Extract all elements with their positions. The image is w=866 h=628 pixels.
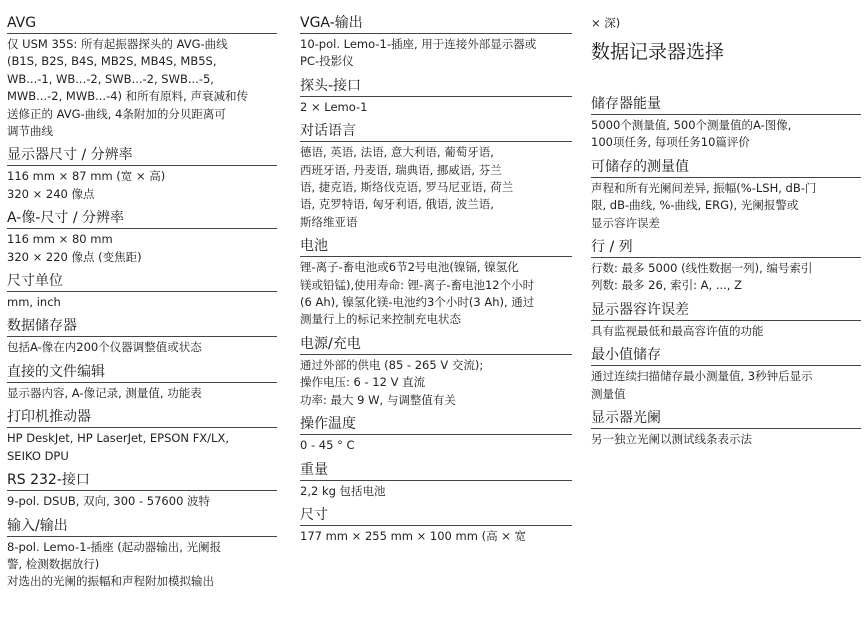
section-body: 9-pol. DSUB, 双向, 300 - 57600 波特 [7, 494, 211, 509]
section-heading: 电源/充电 [300, 335, 572, 355]
section-probe-interface [300, 77, 572, 116]
section-body: 德语, 英语, 法语, 意大利语, 葡萄牙语, 西班牙语, 丹麦语, 瑞典语, 挪威语, 芬兰 语, 捷克语, 斯络伐克语, 罗马尼亚语, 荷兰 语, 克罗特语, 匈牙利语, 俄语, 波兰语, 斯络维亚语 [300, 145, 514, 229]
section-io [7, 517, 277, 591]
section-heading: A-像-尺寸 / 分辨率 [7, 209, 277, 229]
section-heading: 对话语言 [300, 122, 572, 142]
section-heading: RS 232-接口 [7, 471, 277, 491]
section-body: 5000个测量值, 500个测量值的A-图像, 100项任务, 每项任务10篇评价 [591, 118, 792, 150]
section-memory-capacity [591, 95, 861, 152]
section-body: 8-pol. Lemo-1-插座 (起动器输出, 光阑报 警, 检测数据放行) 对选出的光阑的振幅和声程附加模拟输出 [7, 539, 222, 589]
section-body: 声程和所有光阑间差异, 振幅(%-LSH, dB-门 限, dB-曲线, %-曲线, ERG), 光阑报警或 显示容许误差 [591, 180, 817, 230]
section-heading: 尺寸单位 [7, 272, 277, 292]
section-a-scan-size [7, 209, 277, 266]
section-heading: 探头-接口 [300, 77, 572, 97]
section-body: mm, inch [7, 295, 61, 310]
section-operating-temperature [300, 415, 572, 454]
section-heading: 直接的文件编辑 [7, 363, 277, 383]
section-body: 10-pol. Lemo-1-插座, 用于连接外部显示器或 PC-投影仪 [300, 37, 537, 69]
section-body: 116 mm × 87 mm (宽 × 高) 320 × 240 像点 [7, 169, 166, 201]
section-heading: 尺寸 [300, 506, 572, 526]
section-battery [300, 237, 572, 329]
section-body: 116 mm × 80 mm 320 × 220 像点 (变焦距) [7, 232, 142, 264]
section-heading: VGA-输出 [300, 14, 572, 34]
page-title: 数据记录器选择 [591, 41, 725, 63]
section-body: 通过外部的供电 (85 - 265 V 交流); 操作电压: 6 - 12 V 直流 功率: 最大 9 W, 与调整值有关 [300, 357, 484, 407]
section-heading: 显示器尺寸 / 分辨率 [7, 146, 277, 166]
section-rs232 [7, 471, 277, 510]
section-heading: 显示器光阑 [591, 409, 861, 429]
section-heading: 操作温度 [300, 415, 572, 435]
section-body: 2,2 kg 包括电池 [300, 483, 386, 498]
section-heading: 数据储存器 [7, 317, 277, 337]
section-body: 显示器内容, A-像记录, 测量值, 功能表 [7, 385, 202, 400]
section-body: 2 × Lemo-1 [300, 99, 368, 114]
section-body: 另一独立光阑以测试线条表示法 [591, 432, 752, 447]
section-body: 通过连续扫描储存最小测量值, 3秒钟后显示 测量值 [591, 369, 813, 401]
section-power [300, 335, 572, 409]
section-body: 锂-离子-畜电池或6节2号电池(镍镉, 镍氢化 镁或铅锰),使用寿命: 锂-离子-畜电池12个小时 (6 Ah), 镍氢化镁-电池约3个小时(3 Ah), 通过 测量行上的标记来控制充电状态 [300, 260, 535, 327]
section-display-size [7, 146, 277, 203]
section-heading: 可储存的测量值 [591, 158, 861, 178]
section-heading: 电池 [300, 237, 572, 257]
section-heading: 输入/输出 [7, 517, 277, 537]
section-dimensions [300, 506, 572, 545]
middle-column [300, 0, 572, 545]
section-heading: 打印机推动器 [7, 408, 277, 428]
section-heading: 重量 [300, 461, 572, 481]
section-display-gate [591, 409, 861, 448]
section-avg [7, 14, 277, 140]
section-body: HP DeskJet, HP LaserJet, EPSON FX/LX, SEIKO DPU [7, 431, 229, 463]
section-heading: AVG [7, 14, 277, 34]
section-tolerance-display [591, 301, 861, 340]
section-body: 行数: 最多 5000 (线性数据一列), 编号索引 列数: 最多 26, 索引: A, ..., Z [591, 261, 813, 293]
section-body: 仅 USM 35S: 所有起振器探头的 AVG-曲线 (B1S, B2S, B4S, MB2S, MB4S, MB5S, WB...-1, WB...-2, SWB...-2, SWB...-5, MWB...-2, MWB...-4) 和所有原料, 声衰减和传 送修正的 AVG-曲线, 4条附加的分贝距离可 调节曲线 [7, 37, 248, 139]
section-printer-drivers [7, 408, 277, 465]
section-rows-columns [591, 238, 861, 295]
section-units [7, 272, 277, 311]
section-body: 0 - 45 ° C [300, 438, 355, 453]
section-document-editing [7, 363, 277, 402]
section-storable-values [591, 158, 861, 232]
left-column [7, 0, 277, 591]
section-data-storage [7, 317, 277, 356]
section-body: 177 mm × 255 mm × 100 mm (高 × 宽 [300, 528, 527, 543]
section-min-value-storage [591, 346, 861, 403]
right-column [591, 0, 861, 448]
section-heading: 最小值储存 [591, 346, 861, 366]
section-body: 包括A-像在内200个仪器调整值或状态 [7, 340, 202, 355]
section-weight [300, 461, 572, 500]
section-vga-output [300, 14, 572, 71]
continued-fragment: × 深) [591, 16, 621, 30]
section-body: 具有监视最低和最高容许值的功能 [591, 323, 764, 338]
section-heading: 行 / 列 [591, 238, 861, 258]
section-heading: 显示器容许误差 [591, 301, 861, 321]
section-heading: 储存器能量 [591, 95, 861, 115]
section-languages [300, 122, 572, 231]
